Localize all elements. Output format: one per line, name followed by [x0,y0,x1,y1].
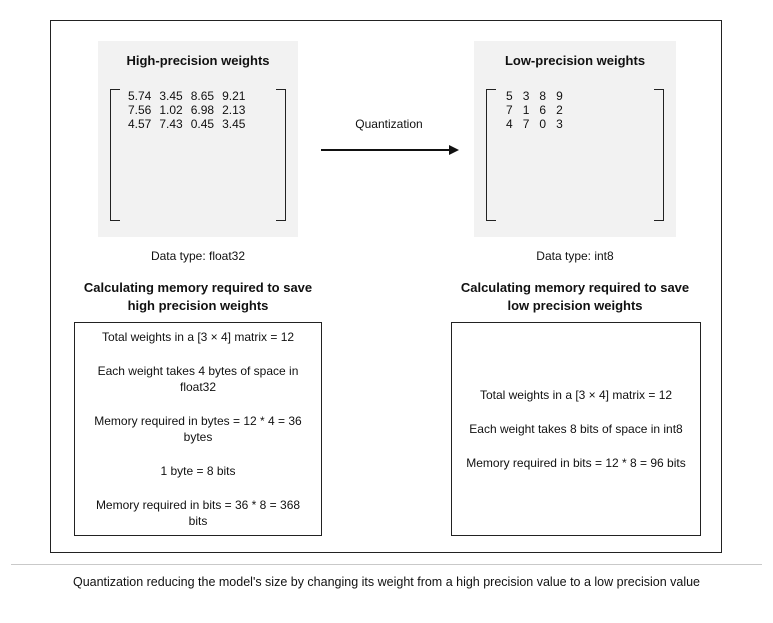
matrix-cell: 3.45 [222,117,246,131]
matrix-left-bracket [486,89,496,221]
matrix-right-bracket [276,89,286,221]
table-row [496,89,563,103]
calc-line: 1 byte = 8 bits [160,464,236,478]
table-row [496,103,563,117]
matrix-cell: 6 [539,103,547,117]
calc-line: Total weights in a [3 × 4] matrix = 12 [101,330,295,344]
matrix-cell: 2.13 [222,103,246,117]
matrix-cell: 7 [506,103,513,117]
matrix-cell: 9 [556,89,563,103]
matrix-cell: 0.45 [190,117,215,131]
matrix-cell: 7.43 [159,117,183,131]
calc-line: Memory required in bits = 12 * 8 = 96 bits [466,456,686,470]
matrix-cell: 3 [556,117,563,131]
quantization-arrow-label: Quantization [355,117,423,131]
matrix-cell: 4 [506,117,513,131]
matrix-cell: 7 [522,117,530,131]
matrix-cell: 5.74 [128,89,152,103]
high-precision-calc-box [74,322,322,536]
matrix-cell: 6.98 [190,103,215,117]
low-precision-calc-box [451,322,701,536]
matrix-cell: 7.56 [128,103,152,117]
figure-caption: Quantization reducing the model's size by changing its weight from a high precision value to a low precision value [72,575,701,589]
calc-line: Each weight takes 4 bytes of space in float32 [97,364,299,394]
table-row [120,89,245,103]
calc-line: Total weights in a [3 × 4] matrix = 12 [479,388,673,402]
matrix-cell: 1 [522,103,530,117]
matrix-cell: 1.02 [159,103,183,117]
low-precision-weights-panel [474,41,676,237]
matrix-cell: 3 [522,89,530,103]
caption-divider [11,564,762,565]
low-precision-dtype-caption: Data type: int8 [536,249,614,263]
diagram-frame [50,20,722,553]
high-precision-weights-title: High-precision weights [126,53,270,68]
calc-line: Memory required in bits = 36 * 8 = 368 bits [95,498,301,528]
low-precision-calc-heading: Calculating memory required to save low precision weights [460,280,690,313]
high-precision-dtype-caption: Data type: float32 [150,249,246,263]
high-precision-weights-panel [98,41,298,237]
calc-line: Memory required in bytes = 12 * 4 = 36 bytes [94,414,302,444]
calc-line: Each weight takes 8 bits of space in int8 [469,422,683,436]
table-row [496,117,563,131]
high-precision-calc-heading: Calculating memory required to save high precision weights [83,280,313,313]
quantization-arrow-icon [321,145,461,155]
low-precision-matrix [486,89,664,221]
matrix-cell: 0 [539,117,547,131]
matrix-cell: 5 [506,89,513,103]
arrow-shaft [321,149,451,151]
matrix-cell: 2 [556,103,563,117]
matrix-left-bracket [110,89,120,221]
arrow-head [449,145,459,155]
table-row [120,117,245,131]
table-row [120,103,245,117]
matrix-cell: 8 [539,89,547,103]
high-precision-matrix [110,89,286,221]
matrix-cell: 4.57 [128,117,152,131]
matrix-cell: 9.21 [222,89,246,103]
low-precision-weights-title: Low-precision weights [504,53,646,68]
matrix-cell: 8.65 [190,89,215,103]
matrix-right-bracket [654,89,664,221]
matrix-cell: 3.45 [159,89,183,103]
